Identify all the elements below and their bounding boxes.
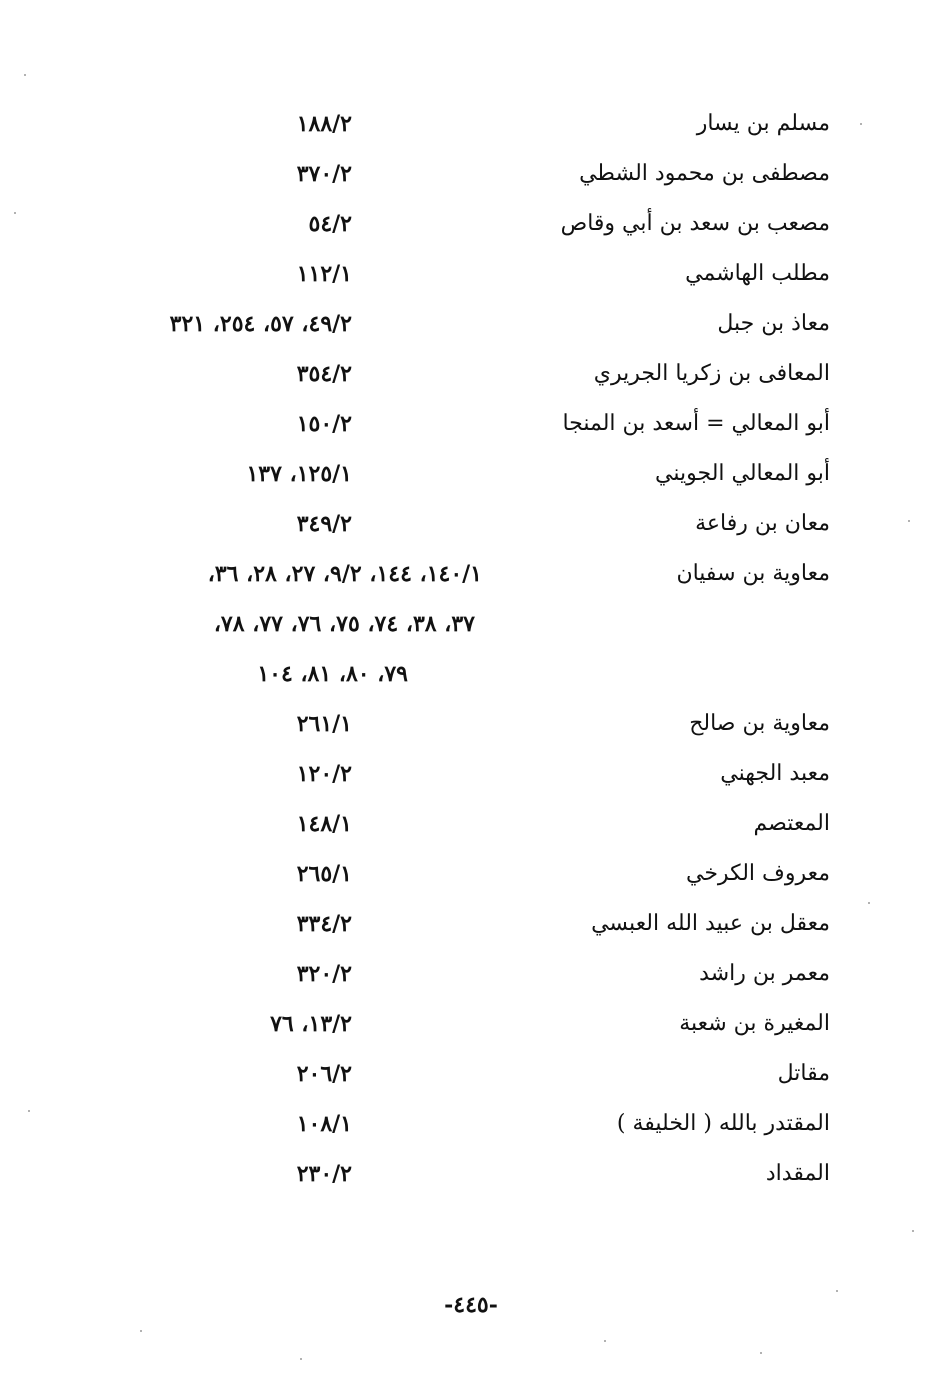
entry-refs: ٤٩/٢، ٥٧، ٢٥٤، ٣٢١	[169, 311, 352, 337]
index-entry	[0, 1057, 942, 1097]
scan-speck	[760, 1352, 762, 1354]
entry-name: مقاتل	[777, 1061, 830, 1086]
entry-refs: ٣٧٠/٢	[296, 161, 352, 187]
entry-name: معان بن رفاعة	[695, 511, 830, 536]
entry-name: المقداد	[765, 1161, 830, 1186]
entry-name: معمر بن راشد	[699, 961, 830, 986]
entry-name: أبو المعالي = أسعد بن المنجا	[562, 411, 830, 436]
entry-refs: ١٢٠/٢	[296, 761, 352, 787]
entry-name: المعافى بن زكريا الجريري	[593, 361, 830, 386]
index-entry	[0, 1007, 942, 1047]
entry-refs: ٢٠٦/٢	[296, 1061, 352, 1087]
entry-name: مصعب بن سعد بن أبي وقاص	[560, 211, 830, 236]
scan-speck	[868, 902, 870, 904]
entry-refs: ٢٣٠/٢	[296, 1161, 352, 1187]
entry-name: المغيرة بن شعبة	[679, 1011, 830, 1036]
entry-refs: ٢٦١/١	[296, 711, 352, 737]
scan-speck	[836, 1290, 838, 1292]
entry-name: مصطفى بن محمود الشطي	[579, 161, 830, 186]
scan-speck	[860, 123, 862, 125]
entry-name: معاذ بن جبل	[717, 311, 830, 336]
entry-refs: ٣٧، ٣٨، ٧٤، ٧٥، ٧٦، ٧٧، ٧٨،	[213, 611, 475, 637]
entry-name: مطلب الهاشمي	[685, 261, 830, 286]
entry-refs: ٣٤٩/٢	[296, 511, 352, 537]
scan-speck	[912, 1230, 914, 1232]
entry-refs: ١٤٨/١	[296, 811, 352, 837]
index-entry	[0, 807, 942, 847]
index-entry	[0, 957, 942, 997]
index-entry	[0, 307, 942, 347]
entry-refs: ١٠٨/١	[296, 1111, 352, 1137]
scan-speck	[24, 74, 26, 76]
page-number: -٤٤٥-	[444, 1292, 498, 1318]
index-entry	[0, 857, 942, 897]
index-entry-continuation	[0, 607, 942, 647]
entry-name: المعتصم	[753, 811, 830, 836]
index-entry	[0, 457, 942, 497]
entry-refs: ٥٤/٢	[308, 211, 352, 237]
scan-speck	[140, 1330, 142, 1332]
entry-name: معاوية بن صالح	[689, 711, 830, 736]
entry-name: معقل بن عبيد الله العبسي	[591, 911, 830, 936]
index-entry	[0, 207, 942, 247]
entry-name: أبو المعالي الجويني	[655, 461, 830, 486]
scan-speck	[908, 520, 910, 522]
entry-name: مسلم بن يسار	[696, 111, 830, 136]
entry-refs: ١١٢/١	[296, 261, 352, 287]
entry-refs: ٣٣٤/٢	[296, 911, 352, 937]
index-entry	[0, 707, 942, 747]
index-entry	[0, 907, 942, 947]
entry-name: معاوية بن سفيان	[676, 561, 830, 586]
index-entry	[0, 157, 942, 197]
entry-name: المقتدر بالله ( الخليفة )	[616, 1111, 830, 1136]
entry-name: معبد الجهني	[720, 761, 830, 786]
index-entry	[0, 107, 942, 147]
scan-speck	[300, 1358, 302, 1360]
entry-name: معروف الكرخي	[686, 861, 830, 886]
index-entry	[0, 1157, 942, 1197]
entry-refs: ١٥٠/٢	[296, 411, 352, 437]
entry-refs: ١٣/٢، ٧٦	[270, 1011, 352, 1037]
entry-refs: ١٨٨/٢	[296, 111, 352, 137]
index-entry	[0, 357, 942, 397]
index-entry	[0, 257, 942, 297]
scan-speck	[28, 1110, 30, 1112]
index-entry	[0, 507, 942, 547]
index-entry	[0, 757, 942, 797]
index-entry	[0, 1107, 942, 1147]
index-entry	[0, 407, 942, 447]
entry-refs: ١٤٠/١، ١٤٤، ٩/٢، ٢٧، ٢٨، ٣٦،	[207, 561, 482, 587]
index-entry-continuation	[0, 657, 942, 697]
entry-refs: ٢٦٥/١	[296, 861, 352, 887]
scan-speck	[14, 212, 16, 214]
entry-refs: ١٢٥/١، ١٣٧	[246, 461, 352, 487]
entry-refs: ٧٩، ٨٠، ٨١، ١٠٤	[257, 661, 408, 687]
index-entry	[0, 557, 942, 597]
scan-speck	[604, 1340, 606, 1342]
entry-refs: ٣٢٠/٢	[296, 961, 352, 987]
entry-refs: ٣٥٤/٢	[296, 361, 352, 387]
